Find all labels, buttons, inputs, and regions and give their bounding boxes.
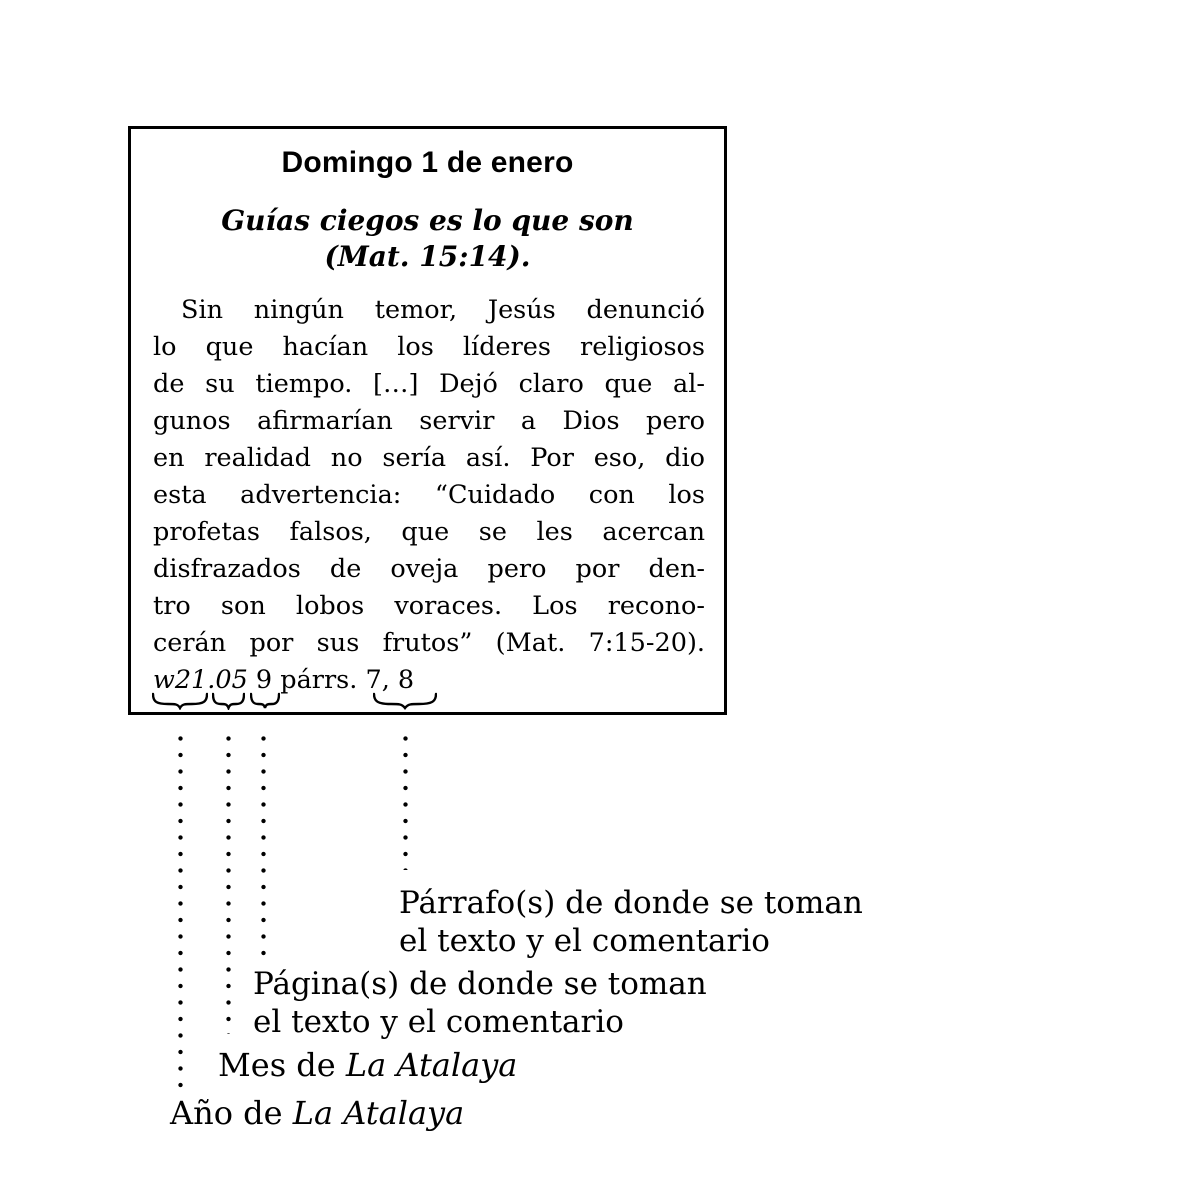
citation-page-paragraphs: 9 párrs. 7, 8 <box>247 665 415 695</box>
label-paragraphs-line-2: el texto y el comentario <box>399 923 770 959</box>
leader-line-year-icon <box>178 736 183 1090</box>
underbrace-year-icon <box>152 692 208 710</box>
comment-paragraph <box>153 292 705 699</box>
scripture-line-1: Guías ciegos es lo que son <box>221 204 634 237</box>
date-heading: Domingo 1 de enero <box>281 146 574 179</box>
label-year-magazine-title: La Atalaya <box>292 1094 465 1132</box>
paragraph-line: cerán por sus frutos” (Mat. 7:15-20). <box>153 628 705 658</box>
paragraph-line: lo que hacían los líderes religiosos <box>153 332 705 362</box>
paragraph-line: de su tiempo. […] Dejó claro que al- <box>153 369 705 399</box>
paragraph-line: esta advertencia: “Cuidado con los <box>153 480 705 510</box>
label-month-prefix: Mes de <box>218 1046 346 1084</box>
label-paragraphs-line-1: Párrafo(s) de donde se toman <box>399 885 863 921</box>
paragraph-line: en realidad no sería así. Por eso, dio <box>153 443 705 473</box>
underbrace-month-icon <box>212 692 245 710</box>
label-paragraphs <box>399 884 863 960</box>
paragraph-line: tro son lobos voraces. Los recono- <box>153 591 705 621</box>
label-month-magazine-title: La Atalaya <box>345 1046 518 1084</box>
scripture-text <box>131 203 724 275</box>
paragraph-line: disfrazados de oveja pero por den- <box>153 554 705 584</box>
scripture-line-2: (Mat. 15:14). <box>324 240 531 273</box>
label-pages <box>253 965 707 1041</box>
label-year-prefix: Año de <box>170 1094 293 1132</box>
underbrace-page-icon <box>250 692 280 710</box>
label-pages-line-2: el texto y el comentario <box>253 1004 624 1040</box>
leader-line-paragraphs-icon <box>403 736 408 870</box>
leader-line-page-icon <box>261 736 266 957</box>
paragraph-line: profetas falsos, que se les acercan <box>153 517 705 547</box>
underbrace-paragraphs-icon <box>373 692 437 710</box>
label-month <box>218 1046 517 1084</box>
label-year <box>170 1094 464 1132</box>
label-pages-line-1: Página(s) de donde se toman <box>253 966 707 1002</box>
paragraph-line: Sin ningún temor, Jesús denunció <box>181 295 705 325</box>
citation-watchtower-code: w21.05 <box>153 665 248 695</box>
daily-text-box <box>128 126 727 715</box>
leader-line-month-icon <box>226 736 231 1034</box>
paragraph-line: gunos afirmarían servir a Dios pero <box>153 406 705 436</box>
